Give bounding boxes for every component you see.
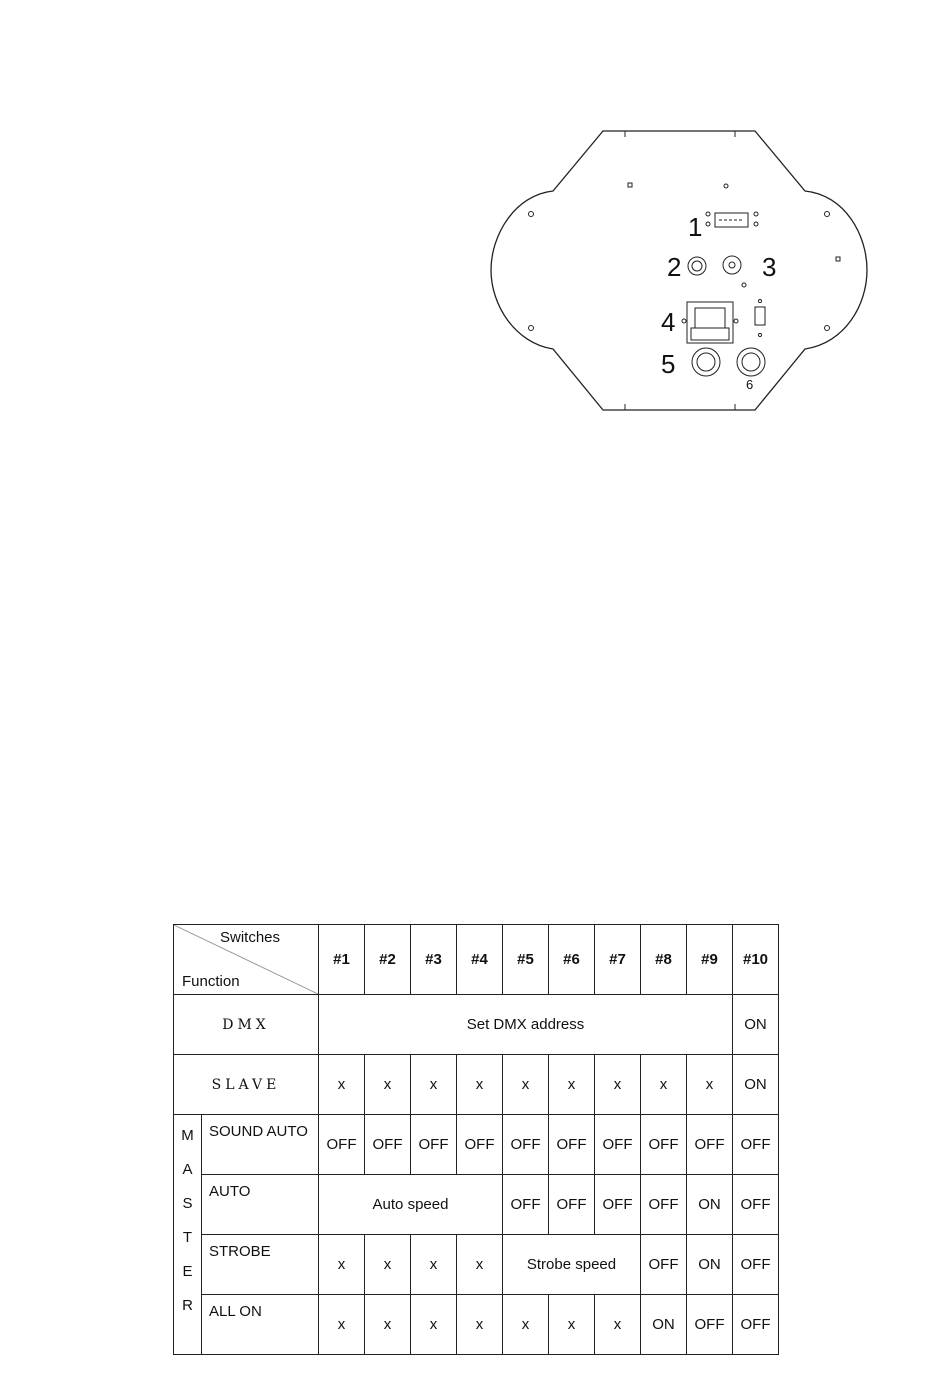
cell: x	[411, 1055, 457, 1115]
cell: OFF	[365, 1115, 411, 1175]
master-letter: S	[182, 1195, 193, 1212]
dmx-row	[174, 995, 779, 1055]
cell: x	[641, 1055, 687, 1115]
cell: x	[457, 1055, 503, 1115]
cell: OFF	[733, 1175, 779, 1235]
power-switch	[755, 307, 765, 325]
cell: OFF	[411, 1115, 457, 1175]
cell: x	[503, 1295, 549, 1355]
cell: OFF	[733, 1295, 779, 1355]
callout-4: 4	[661, 307, 676, 337]
callout-6: 6	[746, 377, 754, 392]
strobe-label: STROBE	[202, 1235, 319, 1295]
cell: x	[595, 1295, 641, 1355]
cell: ON	[733, 1055, 779, 1115]
fuse-holder	[688, 257, 706, 275]
cell: OFF	[549, 1175, 595, 1235]
switches-label: Switches	[220, 929, 281, 946]
auto-label: AUTO	[202, 1175, 319, 1235]
col-header: #4	[457, 925, 503, 995]
col-header: #8	[641, 925, 687, 995]
master-letter: A	[182, 1161, 193, 1178]
cell: x	[687, 1055, 733, 1115]
cell: x	[365, 1235, 411, 1295]
col-header: #10	[733, 925, 779, 995]
cell: OFF	[549, 1115, 595, 1175]
cell: OFF	[457, 1115, 503, 1175]
col-header: #9	[687, 925, 733, 995]
cell: OFF	[641, 1175, 687, 1235]
cell: x	[549, 1055, 595, 1115]
cell: x	[319, 1055, 365, 1115]
all-on-row	[174, 1295, 779, 1355]
cell: x	[549, 1295, 595, 1355]
cell: ON	[733, 995, 779, 1055]
auto-span: Auto speed	[319, 1175, 503, 1235]
cell: OFF	[733, 1115, 779, 1175]
col-header: #6	[549, 925, 595, 995]
cell: x	[319, 1295, 365, 1355]
cell: OFF	[503, 1175, 549, 1235]
cell: x	[365, 1295, 411, 1355]
cell: OFF	[595, 1115, 641, 1175]
dmx-label: DMX	[174, 995, 319, 1055]
cell: OFF	[641, 1235, 687, 1295]
strobe-span: Strobe speed	[503, 1235, 641, 1295]
dmx-span: Set DMX address	[319, 995, 733, 1055]
sound-auto-label: SOUND AUTO	[202, 1115, 319, 1175]
sound-auto-row	[174, 1115, 779, 1175]
cell: OFF	[503, 1115, 549, 1175]
cell: x	[365, 1055, 411, 1115]
callout-1: 1	[688, 212, 703, 242]
col-header: #1	[319, 925, 365, 995]
rear-panel-diagram	[485, 125, 875, 415]
master-label	[174, 1115, 202, 1355]
callout-2: 2	[667, 252, 682, 282]
cell: OFF	[733, 1235, 779, 1295]
cell: x	[319, 1235, 365, 1295]
cell: ON	[687, 1175, 733, 1235]
cell: x	[503, 1055, 549, 1115]
cell: OFF	[687, 1295, 733, 1355]
auto-row	[174, 1175, 779, 1235]
cell: ON	[687, 1235, 733, 1295]
master-letter: R	[182, 1297, 193, 1314]
col-header: #2	[365, 925, 411, 995]
cell: x	[457, 1235, 503, 1295]
cell: x	[595, 1055, 641, 1115]
rear-panel-svg	[485, 125, 875, 415]
header-row	[174, 925, 779, 995]
header-diagonal-cell	[174, 925, 319, 995]
slave-label: SLAVE	[174, 1055, 319, 1115]
dmx-in-connector	[692, 348, 720, 376]
cell: OFF	[595, 1175, 641, 1235]
function-label: Function	[182, 973, 240, 990]
callout-5: 5	[661, 349, 676, 379]
slave-row	[174, 1055, 779, 1115]
col-header: #3	[411, 925, 457, 995]
master-letter: T	[182, 1229, 193, 1246]
sensitivity-knob	[723, 256, 741, 274]
cell: OFF	[687, 1115, 733, 1175]
master-letter: E	[182, 1263, 193, 1280]
cell: x	[411, 1235, 457, 1295]
all-on-label: ALL ON	[202, 1295, 319, 1355]
cell: x	[411, 1295, 457, 1355]
dip-switch-table	[173, 924, 779, 1355]
cell: OFF	[319, 1115, 365, 1175]
cell: ON	[641, 1295, 687, 1355]
cell: OFF	[641, 1115, 687, 1175]
dmx-out-connector	[737, 348, 765, 376]
callout-3: 3	[762, 252, 777, 282]
col-header: #7	[595, 925, 641, 995]
cell: x	[457, 1295, 503, 1355]
col-header: #5	[503, 925, 549, 995]
strobe-row	[174, 1235, 779, 1295]
master-letter: M	[181, 1127, 194, 1144]
